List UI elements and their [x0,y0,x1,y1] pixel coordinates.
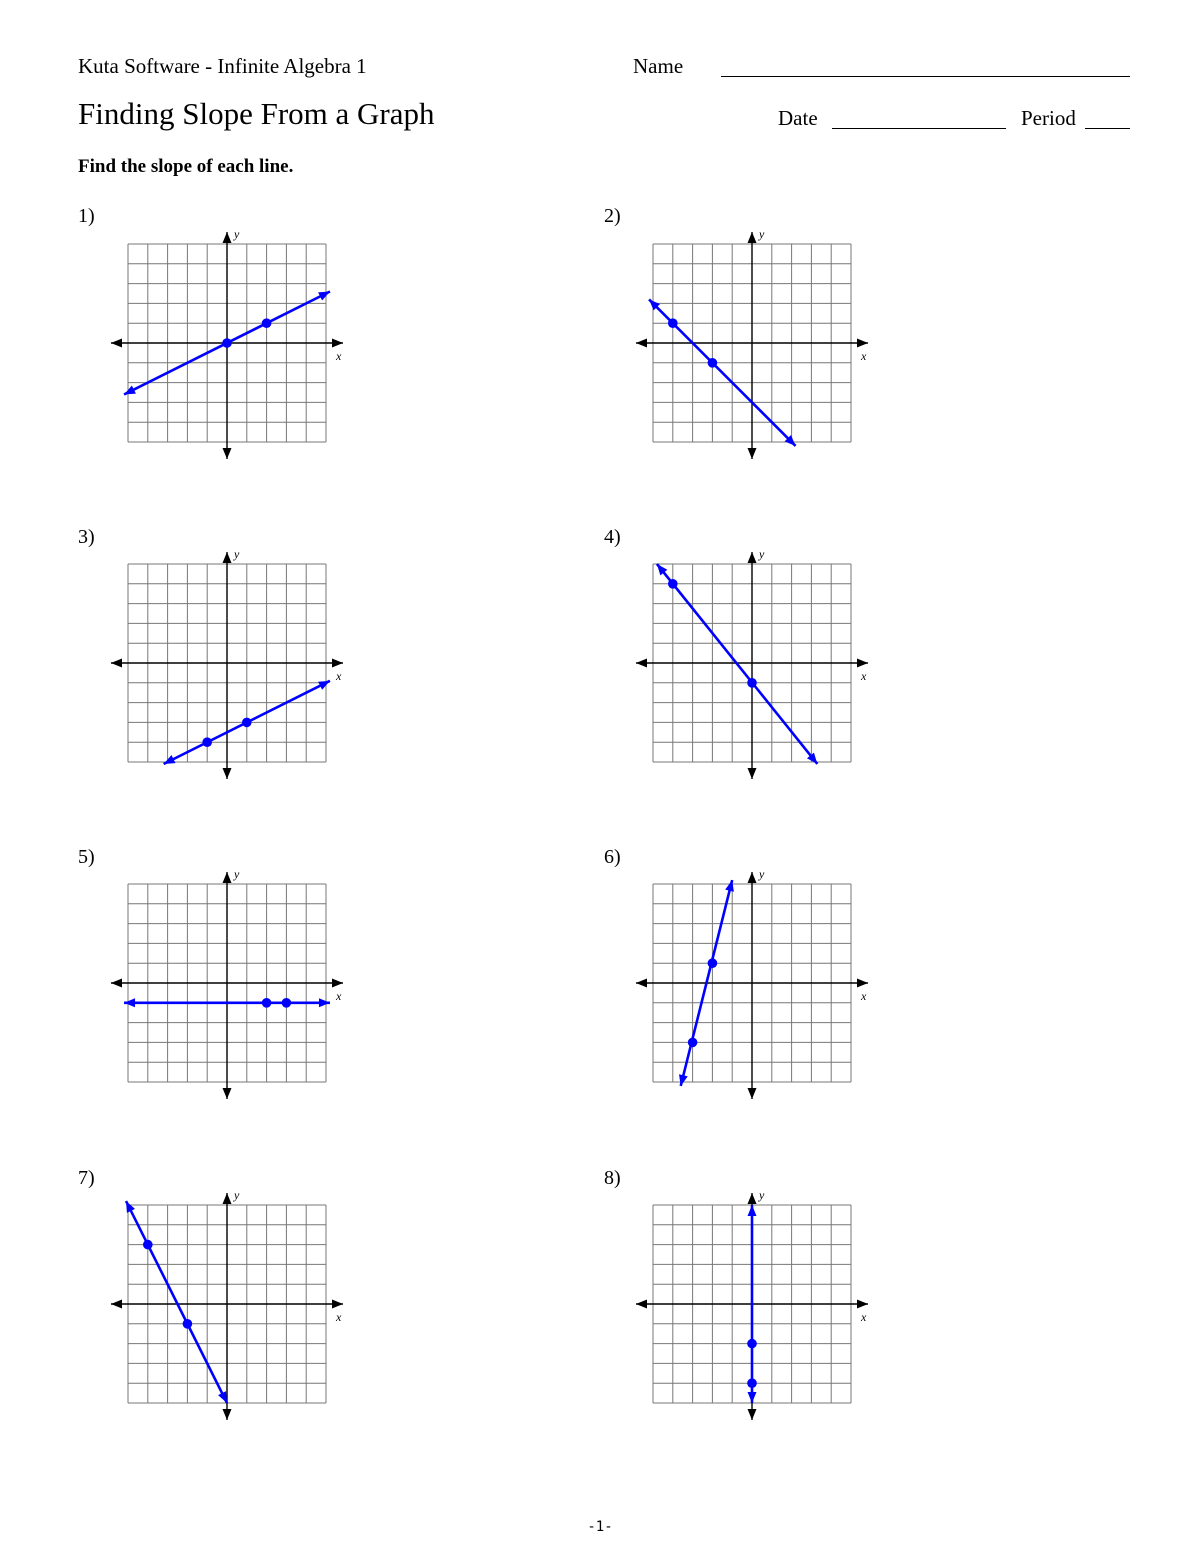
name-label: Name [633,54,684,78]
x-axis-arrow-left [111,1300,122,1309]
x-axis-arrow-right [332,979,343,988]
coordinate-graph [97,853,357,1113]
y-axis-arrow-up [223,552,232,563]
y-axis-label: y [759,547,765,561]
y-axis-arrow-up [223,872,232,883]
graphed-line [126,1201,227,1403]
date-blank-line[interactable] [832,128,1006,129]
problem-number: 6) [604,846,621,868]
line-point [668,579,678,589]
line-point [747,1339,757,1349]
x-axis-label: x [336,989,342,1003]
x-axis-arrow-right [857,1300,868,1309]
x-axis-arrow-right [857,979,868,988]
y-axis-label: y [759,1188,765,1202]
x-axis-arrow-right [332,339,343,348]
line-point [183,1319,193,1329]
y-axis-label: y [234,867,240,881]
y-axis-arrow-up [748,232,757,243]
y-axis-arrow-up [748,1193,757,1204]
y-axis-arrow-up [748,872,757,883]
line-arrow-start [748,1205,757,1216]
problem-number: 8) [604,1167,621,1189]
y-axis-arrow-down [223,448,232,459]
x-axis-arrow-left [636,659,647,668]
problem-number: 7) [78,1167,95,1189]
y-axis-label: y [759,867,765,881]
x-axis-label: x [861,989,867,1003]
x-axis-arrow-left [636,1300,647,1309]
line-point [262,998,272,1008]
line-point [143,1240,153,1250]
x-axis-arrow-left [111,979,122,988]
coordinate-graph [97,1174,357,1434]
line-arrow-end [319,998,330,1007]
line-point [262,318,272,328]
x-axis-arrow-right [332,659,343,668]
line-arrow-start [124,998,135,1007]
line-point [668,318,678,328]
y-axis-label: y [759,227,765,241]
line-point [282,998,292,1008]
problem-number: 3) [78,526,95,548]
x-axis-label: x [861,1310,867,1324]
y-axis-arrow-down [223,1088,232,1099]
x-axis-arrow-right [857,659,868,668]
coordinate-graph [622,1174,882,1434]
coordinate-graph [97,533,357,793]
line-point [708,358,718,368]
y-axis-arrow-down [748,768,757,779]
coordinate-graph [622,213,882,473]
coordinate-graph [622,853,882,1113]
y-axis-label: y [234,547,240,561]
x-axis-arrow-left [111,659,122,668]
y-axis-arrow-down [748,1088,757,1099]
worksheet-title: Finding Slope From a Graph [78,96,435,131]
x-axis-arrow-left [636,339,647,348]
y-axis-arrow-up [223,1193,232,1204]
x-axis-arrow-left [111,339,122,348]
y-axis-arrow-down [748,448,757,459]
line-point [688,1038,698,1048]
line-point [747,678,757,688]
x-axis-label: x [336,1310,342,1324]
line-point [747,1378,757,1388]
problem-number: 2) [604,205,621,227]
problem-number: 4) [604,526,621,548]
y-axis-arrow-up [748,552,757,563]
name-blank-line[interactable] [721,76,1130,77]
x-axis-label: x [861,349,867,363]
x-axis-arrow-right [857,339,868,348]
x-axis-label: x [861,669,867,683]
problem-number: 5) [78,846,95,868]
x-axis-label: x [336,669,342,683]
period-label: Period [1021,106,1076,130]
x-axis-label: x [336,349,342,363]
period-blank-line[interactable] [1085,128,1130,129]
publisher-text: Kuta Software - Infinite Algebra 1 [78,54,367,78]
y-axis-arrow-down [223,768,232,779]
graphed-line [657,564,817,764]
y-axis-label: y [234,1188,240,1202]
line-point [202,737,212,747]
line-arrow-end [748,1392,757,1403]
y-axis-arrow-down [223,1409,232,1420]
date-label: Date [778,106,818,130]
problem-number: 1) [78,205,95,227]
coordinate-graph [622,533,882,793]
coordinate-graph [97,213,357,473]
line-point [242,718,252,728]
y-axis-arrow-up [223,232,232,243]
line-point [708,958,718,968]
y-axis-arrow-down [748,1409,757,1420]
line-point [222,338,232,348]
x-axis-arrow-right [332,1300,343,1309]
x-axis-arrow-left [636,979,647,988]
instructions: Find the slope of each line. [78,156,294,177]
page-number: -1- [587,1519,613,1535]
y-axis-label: y [234,227,240,241]
